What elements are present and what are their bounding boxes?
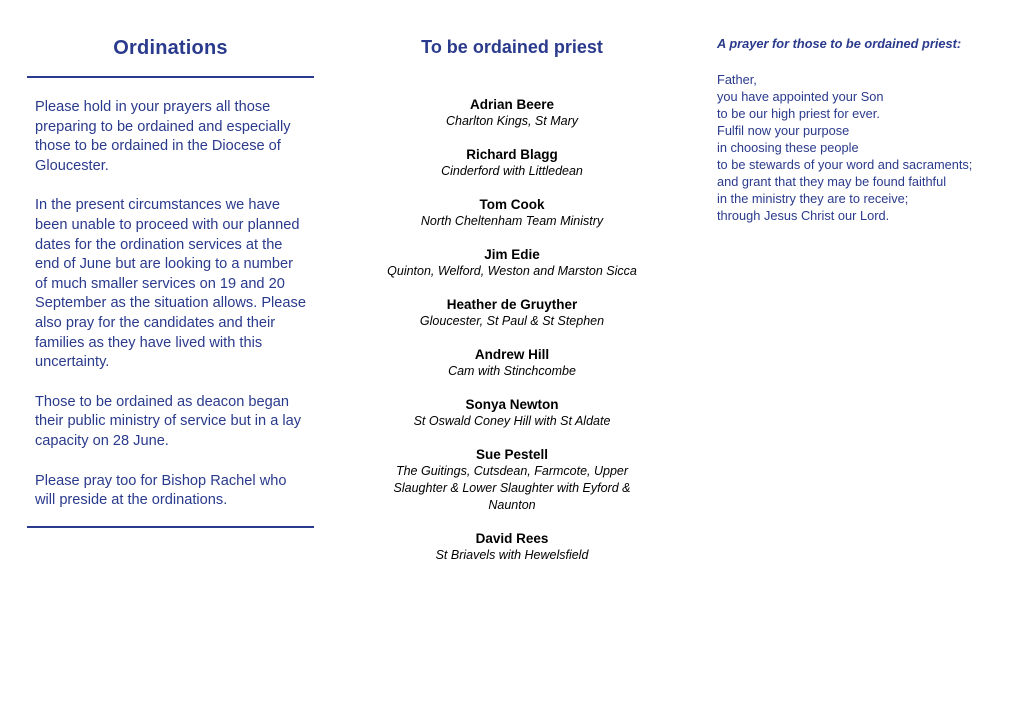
ordinand-entry	[374, 246, 650, 280]
prayer-line: you have appointed your Son	[717, 89, 884, 104]
prayer-line: Fulfil now your purpose	[717, 123, 850, 138]
ordinand-entry	[374, 446, 650, 514]
ordinand-name: Sue Pestell	[475, 447, 549, 462]
ordinands-list	[374, 96, 650, 564]
ordinand-entry	[374, 96, 650, 130]
paragraph-intro: Please hold in your prayers all those preparing to be ordained and especially those to be ordained in the Diocese of Gloucester.	[35, 99, 291, 174]
ordinand-name: Sonya Newton	[465, 397, 559, 412]
ordinand-name: David Rees	[475, 531, 549, 546]
ordinations-panel	[27, 34, 314, 528]
ordinations-title: Ordinations	[113, 37, 228, 59]
ordinand-name: Adrian Beere	[469, 97, 555, 112]
prayer-line: to be stewards of your word and sacraments;	[717, 157, 973, 172]
ordinand-parish: Charlton Kings, St Mary	[446, 114, 578, 128]
bottom-divider	[27, 526, 314, 528]
prayer-title: A prayer for those to be ordained priest:	[717, 36, 962, 51]
ordinand-entry	[374, 196, 650, 230]
ordinand-entry	[374, 396, 650, 430]
paragraph-bishop: Please pray too for Bishop Rachel who will preside at the ordinations.	[35, 472, 287, 509]
prayer-line: through Jesus Christ our Lord.	[717, 208, 890, 223]
ordinand-parish: Cinderford with Littledean	[441, 164, 583, 178]
ordinand-parish: St Briavels with Hewelsfield	[435, 548, 589, 562]
ordinand-name: Andrew Hill	[474, 347, 550, 362]
ordinand-name: Jim Edie	[484, 247, 540, 262]
prayer-line: and grant that they may be found faithful	[717, 174, 947, 189]
prayer-text	[717, 71, 1007, 224]
ordinand-parish: North Cheltenham Team Ministry	[420, 214, 604, 228]
ordinand-name: Tom Cook	[479, 197, 545, 212]
ordinand-parish: St Oswald Coney Hill with St Aldate	[413, 414, 611, 428]
prayer-panel	[717, 36, 1007, 224]
prayer-line: in choosing these people	[717, 140, 859, 155]
prayer-line: to be our high priest for ever.	[717, 106, 880, 121]
ordinand-parish: Cam with Stinchcombe	[448, 364, 576, 378]
ordinands-panel	[374, 34, 650, 580]
ordinand-entry	[374, 530, 650, 564]
prayer-line: Father,	[717, 72, 757, 87]
paragraph-circumstances: In the present circumstances we have been unable to proceed with our planned dates for the ordination services at the end of June but are looking to a number of much smaller services on 19 and 20 September as the situation allows. Please also pray for the candidates and their families as they have lived with this uncertainty.	[35, 197, 306, 371]
ordinand-parish: Quinton, Welford, Weston and Marston Sicca	[387, 264, 637, 278]
ordinand-entry	[374, 346, 650, 380]
ordinands-title: To be ordained priest	[421, 37, 603, 57]
ordinand-parish: Gloucester, St Paul & St Stephen	[419, 314, 605, 328]
prayer-line: in the ministry they are to receive;	[717, 191, 909, 206]
ordinand-entry	[374, 146, 650, 180]
ordinand-entry	[374, 296, 650, 330]
ordinand-name: Heather de Gruyther	[446, 297, 578, 312]
ordinand-name: Richard Blagg	[466, 147, 558, 162]
ordinand-parish: The Guitings, Cutsdean, Farmcote, Upper Slaughter & Lower Slaughter with Eyford & Naunton	[393, 464, 631, 512]
paragraph-deacons: Those to be ordained as deacon began their public ministry of service but in a lay capacity on 28 June.	[35, 393, 302, 449]
ordinations-body	[27, 78, 314, 526]
